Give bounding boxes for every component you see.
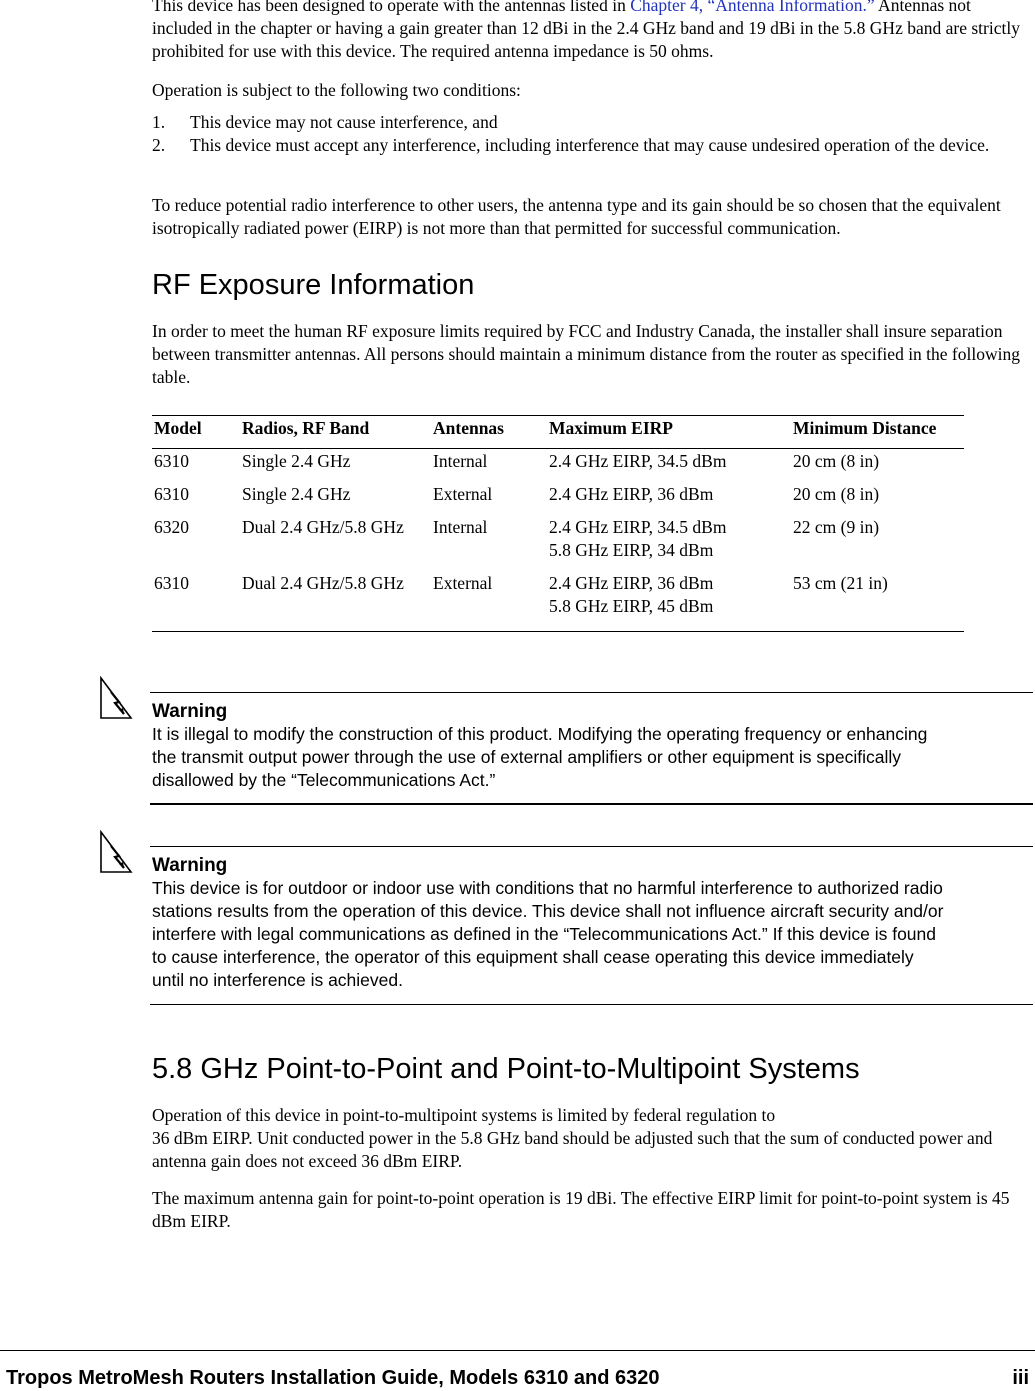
footer-divider bbox=[0, 1350, 1035, 1351]
rf-exposure-heading: RF Exposure Information bbox=[152, 269, 475, 301]
cell-model: 6310 bbox=[152, 571, 240, 632]
warning-divider bbox=[150, 692, 1033, 693]
rf-exposure-paragraph: In order to meet the human RF exposure limits required by FCC and Industry Canada, the installer shall insure separation between transmitter antennas. All persons should maintain a minimum distance from the router as specified in the following table. bbox=[152, 321, 1020, 387]
cell-eirp bbox=[547, 571, 791, 632]
intro-paragraph-1 bbox=[152, 0, 1032, 63]
list-number: 2. bbox=[152, 135, 166, 155]
lightning-warning-icon bbox=[99, 676, 133, 720]
table-row bbox=[152, 571, 964, 632]
list-text: This device may not cause interference, and bbox=[190, 112, 498, 132]
warning-line: stations results from the operation of this device. This device shall not influence aircraft security and/or bbox=[152, 901, 944, 921]
warning-divider bbox=[150, 803, 1033, 805]
eirp-line: 2.4 GHz EIRP, 34.5 dBm bbox=[549, 451, 727, 471]
col-header-model: Model bbox=[152, 416, 240, 449]
cell-distance: 22 cm (9 in) bbox=[793, 517, 880, 537]
cell-eirp bbox=[547, 482, 791, 515]
warning-title: Warning bbox=[152, 701, 228, 722]
paragraph-line: Operation of this device in point-to-multipoint systems is limited by federal regulation to bbox=[152, 1105, 776, 1125]
eirp-line: 2.4 GHz EIRP, 36 dBm bbox=[549, 484, 714, 504]
cell-antennas: External bbox=[433, 484, 493, 504]
warning-line: interfere with legal communications as defined in the “Telecommunications Act.” If this device is found bbox=[152, 924, 936, 944]
cell-eirp bbox=[547, 449, 791, 483]
interference-paragraph: To reduce potential radio interference to other users, the antenna type and its gain should be so chosen that the equivalent isotropically radiated power (EIRP) is not more than that permitted for successful communication. bbox=[152, 195, 1001, 238]
warning-line: until no interference is achieved. bbox=[152, 970, 403, 990]
eirp-line: 2.4 GHz EIRP, 36 dBm bbox=[549, 573, 714, 593]
table-header-row bbox=[152, 416, 964, 449]
paragraph-line: 36 dBm EIRP. Unit conducted power in the 5.8 GHz band should be adjusted such that the sum of conducted power and antenna gain does not exceed 36 dBm EIRP. bbox=[152, 1128, 993, 1171]
warning-line: This device is for outdoor or indoor use with conditions that no harmful interference to authorized radio bbox=[152, 878, 943, 898]
warning-divider bbox=[150, 1004, 1033, 1005]
eirp-line: 2.4 GHz EIRP, 34.5 dBm bbox=[549, 517, 727, 537]
list-text: This device must accept any interference, including interference that may cause undesired operation of the device. bbox=[190, 135, 990, 155]
page-number: iii bbox=[1012, 1367, 1029, 1389]
warning-block bbox=[152, 700, 1002, 792]
cell-distance: 20 cm (8 in) bbox=[793, 451, 880, 471]
point-to-point-heading: 5.8 GHz Point-to-Point and Point-to-Multipoint Systems bbox=[152, 1053, 860, 1085]
warning-block bbox=[152, 854, 1002, 992]
cell-model: 6320 bbox=[154, 517, 189, 537]
footer-title: Tropos MetroMesh Routers Installation Guide, Models 6310 and 6320 bbox=[6, 1367, 660, 1389]
cell-model: 6310 bbox=[154, 484, 189, 504]
warning-title: Warning bbox=[152, 855, 228, 876]
chapter-4-link[interactable]: Chapter 4, “Antenna Information.” bbox=[630, 0, 875, 15]
intro-text-after-link: Antennas not included in the chapter or having a gain greater than 12 dBi in the 2.4 GHz band and 19 dBi in the 5.8 GHz band are strictly prohibited for use with this device. The required antenna impedance is 50 ohms. bbox=[152, 0, 1020, 61]
col-header-antennas: Antennas bbox=[431, 416, 547, 449]
warning-divider bbox=[150, 846, 1033, 847]
conditions-intro: Operation is subject to the following two conditions: bbox=[152, 80, 521, 100]
cell-radios: Single 2.4 GHz bbox=[242, 451, 351, 471]
table-row bbox=[152, 515, 964, 571]
warning-line: disallowed by the “Telecommunications Act.” bbox=[152, 770, 496, 790]
col-header-min-distance: Minimum Distance bbox=[791, 416, 964, 449]
cell-distance: 53 cm (21 in) bbox=[791, 571, 964, 632]
point-to-multipoint-paragraph bbox=[152, 1104, 1032, 1173]
lightning-warning-icon bbox=[99, 830, 133, 874]
cell-eirp bbox=[547, 515, 791, 571]
rf-exposure-table bbox=[152, 415, 964, 632]
warning-line: It is illegal to modify the construction of this product. Modifying the operating frequency or enhancing bbox=[152, 724, 928, 744]
cell-antennas: External bbox=[431, 571, 547, 632]
table-row bbox=[152, 449, 964, 483]
list-number: 1. bbox=[152, 112, 166, 132]
cell-radios: Dual 2.4 GHz/5.8 GHz bbox=[242, 517, 404, 537]
warning-line: to cause interference, the operator of this equipment shall cease operating this device immediately bbox=[152, 947, 914, 967]
cell-model: 6310 bbox=[154, 451, 189, 471]
cell-antennas: Internal bbox=[433, 517, 488, 537]
eirp-line: 5.8 GHz EIRP, 34 dBm bbox=[549, 540, 714, 560]
col-header-radios: Radios, RF Band bbox=[240, 416, 431, 449]
col-header-max-eirp: Maximum EIRP bbox=[547, 416, 791, 449]
cell-radios: Single 2.4 GHz bbox=[242, 484, 351, 504]
intro-text-before-link: This device has been designed to operate with the antennas listed in bbox=[152, 0, 631, 15]
cell-radios: Dual 2.4 GHz/5.8 GHz bbox=[240, 571, 431, 632]
warning-line: the transmit output power through the use of external amplifiers or other equipment is specifically bbox=[152, 747, 901, 767]
cell-distance: 20 cm (8 in) bbox=[793, 484, 880, 504]
cell-antennas: Internal bbox=[433, 451, 488, 471]
eirp-line: 5.8 GHz EIRP, 45 dBm bbox=[549, 596, 714, 616]
point-to-point-paragraph: The maximum antenna gain for point-to-point operation is 19 dBi. The effective EIRP limit for point-to-point system is 45 dBm EIRP. bbox=[152, 1188, 1010, 1231]
table-row bbox=[152, 482, 964, 515]
